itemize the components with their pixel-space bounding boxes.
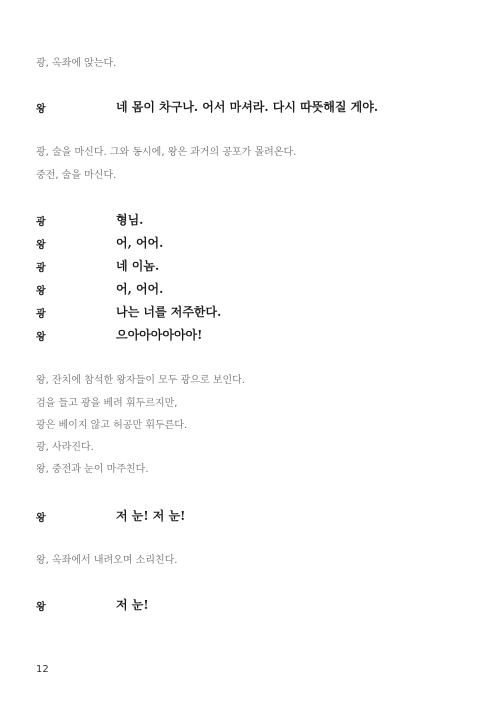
speaker-name: 왕 [36,332,46,343]
speaker-name: 왕 [36,513,46,524]
speaker-name: 광 [36,309,46,320]
dialogue-line: 어, 어어. [116,282,164,296]
dialogue-line: 저 눈! 저 눈! [116,509,186,523]
stage-direction: 광, 사라진다. [36,442,94,453]
stage-direction: 검을 들고 광을 베려 휘두르지만, [36,398,178,409]
stage-direction: 중전, 술을 마신다. [36,170,117,181]
speaker-name: 광 [36,263,46,274]
dialogue-line: 네 몸이 차구나. 어서 마셔라. 다시 따뜻해질 게야. [116,100,379,114]
page-number: 12 [36,664,49,675]
speaker-name: 광 [36,217,46,228]
dialogue-line: 네 이놈. [116,259,160,273]
speaker-name: 왕 [36,602,46,613]
stage-direction: 왕, 옥좌에서 내려오며 소리친다. [36,555,178,566]
stage-direction: 광은 베이지 않고 허공만 휘두른다. [36,420,188,431]
stage-direction: 광, 옥좌에 앉는다. [36,58,117,69]
speaker-name: 왕 [36,104,46,115]
stage-direction: 왕, 중전과 눈이 마주친다. [36,464,149,475]
dialogue-line: 어, 어어. [116,236,164,250]
dialogue-line: 나는 너를 저주한다. [116,305,222,319]
dialogue-line: 으아아아아아아! [116,328,203,342]
stage-direction: 왕, 잔치에 참석한 왕자들이 모두 광으로 보인다. [36,375,245,386]
stage-direction: 광, 술을 마신다. 그와 동시에, 왕은 과거의 공포가 몰려온다. [36,147,297,158]
dialogue-line: 저 눈! [116,598,149,612]
speaker-name: 왕 [36,240,46,251]
dialogue-line: 형님. [116,213,144,227]
speaker-name: 왕 [36,286,46,297]
